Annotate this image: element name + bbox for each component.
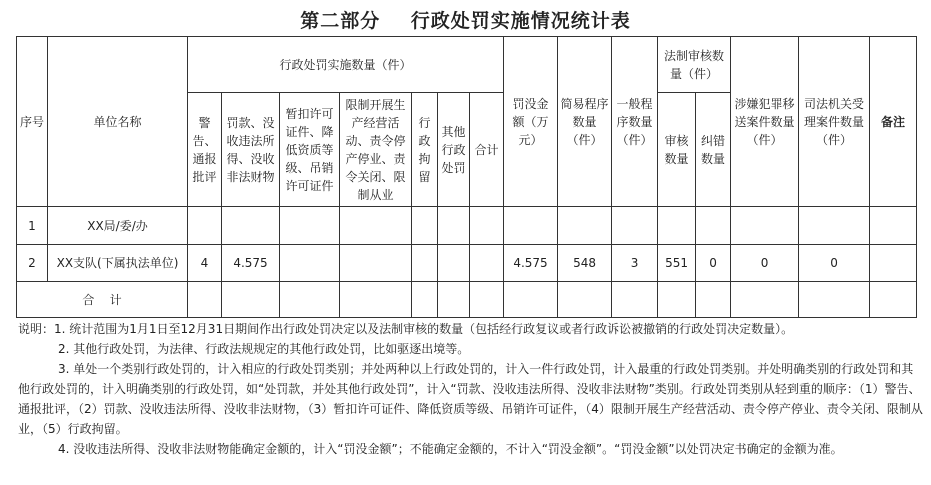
total-row-label: 合 计 bbox=[17, 282, 188, 318]
cell-seq: 2 bbox=[17, 245, 48, 282]
header-unit-name: 单位名称 bbox=[48, 37, 188, 207]
header-detention-text: 行政拘留 bbox=[418, 115, 431, 184]
cell-transfer bbox=[731, 207, 799, 245]
cell-review-count: 551 bbox=[658, 245, 696, 282]
cell-total bbox=[470, 245, 504, 282]
cell-other bbox=[438, 207, 470, 245]
cell-judicial bbox=[799, 207, 870, 245]
header-restrict bbox=[340, 93, 412, 207]
cell-warning bbox=[188, 207, 222, 245]
header-detention bbox=[412, 93, 438, 207]
header-other bbox=[438, 93, 470, 207]
header-general-text: 一般程序数量（件） bbox=[616, 96, 653, 147]
cell-general: 3 bbox=[612, 245, 658, 282]
cell-total bbox=[470, 207, 504, 245]
header-fine bbox=[222, 93, 280, 207]
cell-confiscation bbox=[504, 207, 558, 245]
statistics-table bbox=[16, 36, 917, 318]
header-confiscation-text: 罚没金额（万元） bbox=[512, 96, 549, 147]
header-impl-count: 行政处罚实施数量（件） bbox=[188, 37, 504, 93]
cell-correction: 0 bbox=[696, 245, 731, 282]
header-other-text: 其他行政处罚 bbox=[441, 124, 466, 175]
header-review-count-text: 审核数量 bbox=[664, 133, 689, 166]
table-row bbox=[17, 207, 917, 245]
header-general bbox=[612, 37, 658, 207]
cell-remark bbox=[870, 245, 917, 282]
cell-seq: 1 bbox=[17, 207, 48, 245]
page-title: 第二部分 行政处罚实施情况统计表 bbox=[300, 10, 631, 32]
header-legal-review-text: 法制审核数量（件） bbox=[664, 48, 725, 81]
header-confiscation bbox=[504, 37, 558, 207]
table-row bbox=[17, 245, 917, 282]
header-simple-text: 简易程序数量（件） bbox=[560, 96, 609, 147]
cell-confiscation: 4.575 bbox=[504, 245, 558, 282]
cell-review-count bbox=[658, 207, 696, 245]
cell-unit-name: XX局/委/办 bbox=[48, 207, 188, 245]
cell-unit-name: XX支队(下属执法单位) bbox=[48, 245, 188, 282]
header-correction-text: 纠错数量 bbox=[701, 133, 726, 166]
header-restrict-text: 限制开展生产经营活动、责令停产停业、责令关闭、限制从业 bbox=[345, 97, 406, 202]
note-4: 4. 没收违法所得、没收非法财物能确定金额的，计入“罚没金额”；不能确定金额的，不计入“罚没金额”。“罚没金额”以处罚决定书确定的金额为准。 bbox=[58, 442, 843, 456]
header-correction bbox=[696, 93, 731, 207]
header-total: 合计 bbox=[470, 93, 504, 207]
cell-other bbox=[438, 245, 470, 282]
cell-simple bbox=[558, 207, 612, 245]
total-row bbox=[17, 282, 917, 318]
header-warning bbox=[188, 93, 222, 207]
cell-remark bbox=[870, 207, 917, 245]
note-1: 说明：1. 统计范围为1月1日至12月31日期间作出行政处罚决定以及法制审核的数量（包括经行政复议或者行政诉讼被撤销的行政处罚决定数量）。 bbox=[18, 322, 794, 336]
cell-suspend bbox=[280, 245, 340, 282]
cell-fine: 4.575 bbox=[222, 245, 280, 282]
header-review-count bbox=[658, 93, 696, 207]
header-transfer-text: 涉嫌犯罪移送案件数量（件） bbox=[734, 96, 795, 147]
note-3: 3. 单处一个类别行政处罚的，计入相应的行政处罚类别；并处两种以上行政处罚的，计入一件行政处罚，计入最重的行政处罚类别。并处明确类别的行政处罚和其他行政处罚的，计入明确类别的行政处罚，如“处罚款，并处其他行政处罚”，计入“罚款、没收违法所得、没收非法财物”类别。行政处罚类别从轻到重的顺序：（1）警告、通报批评，（2）罚款、没收违法所得、没收非法财物，（3）暂扣许可证件、降低资质等级、吊销许可证件，（4）限制开展生产经营活动、责令停产停业、责令关闭、限制从业，（5）行政拘留。 bbox=[18, 362, 923, 436]
header-judicial bbox=[799, 37, 870, 207]
note-2: 2. 其他行政处罚，为法律、行政法规规定的其他行政处罚，比如驱逐出境等。 bbox=[58, 342, 470, 356]
cell-correction bbox=[696, 207, 731, 245]
cell-transfer: 0 bbox=[731, 245, 799, 282]
header-legal-review bbox=[658, 37, 731, 93]
cell-detention bbox=[412, 207, 438, 245]
cell-suspend bbox=[280, 207, 340, 245]
cell-restrict bbox=[340, 245, 412, 282]
cell-restrict bbox=[340, 207, 412, 245]
header-warning-text: 警告、通报批评 bbox=[192, 115, 217, 184]
header-suspend bbox=[280, 93, 340, 207]
cell-general bbox=[612, 207, 658, 245]
header-suspend-text: 暂扣许可证件、降低资质等级、吊销许可证件 bbox=[285, 106, 334, 193]
header-remark: 备注 bbox=[870, 37, 917, 207]
header-transfer bbox=[731, 37, 799, 207]
cell-simple: 548 bbox=[558, 245, 612, 282]
cell-fine bbox=[222, 207, 280, 245]
cell-judicial: 0 bbox=[799, 245, 870, 282]
header-judicial-text: 司法机关受理案件数量（件） bbox=[804, 96, 865, 147]
notes bbox=[18, 319, 923, 459]
header-seq: 序号 bbox=[17, 37, 48, 207]
cell-warning: 4 bbox=[188, 245, 222, 282]
header-simple bbox=[558, 37, 612, 207]
header-fine-text: 罚款、没收违法所得、没收非法财物 bbox=[226, 115, 275, 184]
cell-detention bbox=[412, 245, 438, 282]
